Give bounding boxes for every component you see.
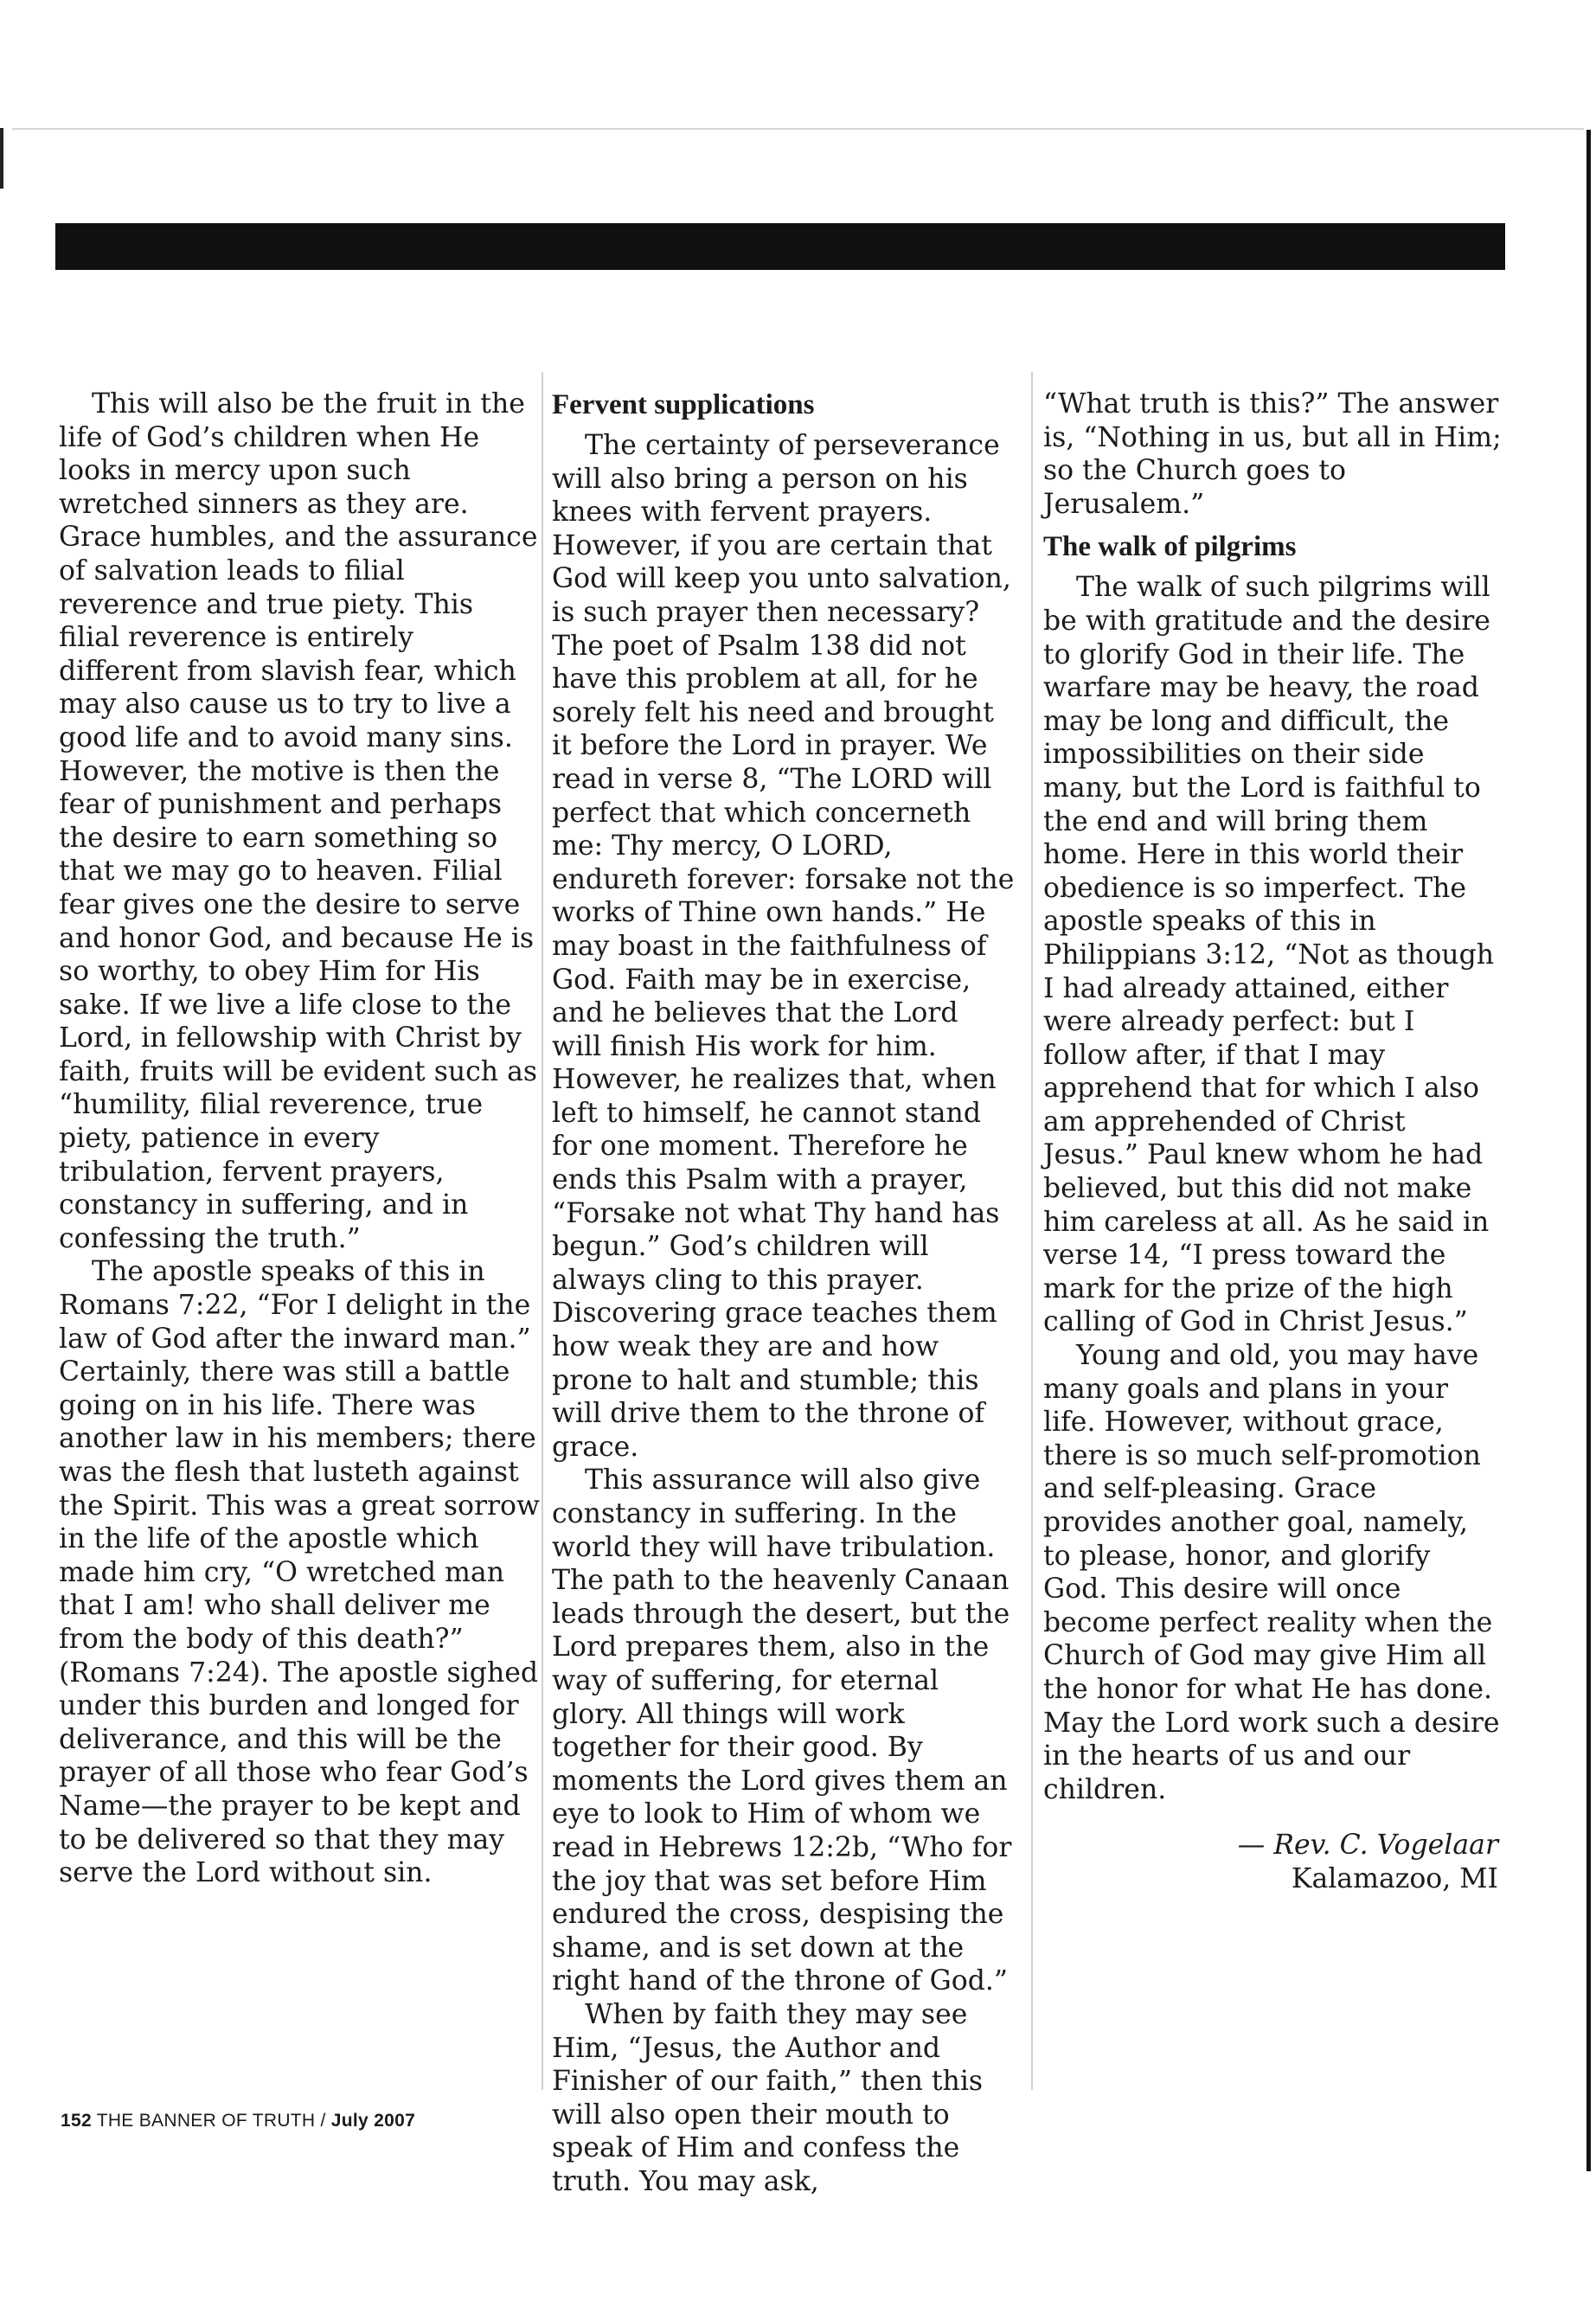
section-heading: The walk of pilgrims xyxy=(1043,531,1297,563)
scan-left-edge xyxy=(0,128,3,189)
body-paragraph: “What truth is this?” The answer is, “Nothing in us, but all in Him; so the Church goes to Jerusalem.” xyxy=(1043,388,1502,520)
body-paragraph: When by faith they may see Him, “Jesus, the Author and Finisher of our faith,” then this will also open their mouth to speak of Him and confess the truth. You may ask, xyxy=(552,1998,984,2197)
column-rule xyxy=(542,372,543,2090)
body-paragraph: The apostle speaks of this in Romans 7:22, “For I delight in the law of God after the inward man.” Certainly, there was still a battle going on in his life. There was another law in his members; there was the flesh that lusteth against the Spirit. This was a great sorrow in the life of the apostle which made him cry, “O wretched man that I am! who shall deliver me from the body of this death?” (Romans 7:24). The apostle sighed under this burden and longed for deliverance, and this will be the prayer of all those who fear God’s Name—the prayer to be kept and to be delivered so that they may serve the Lord without sin. xyxy=(59,1256,540,1889)
body-paragraph: This will also be the fruit in the life of God’s children when He looks in mercy upon such wretched sinners as they are. Grace humbles, and the assurance of salvation leads to filial reverence and true piety. This filial reverence is entirely different from slavish fear, which may also cause us to try to live a good life and to avoid many sins. However, the motive is then the fear of punishment and perhaps the desire to earn something so that we may go to heaven. Filial fear gives one the desire to serve and honor God, and because He is so worthy, to obey Him for His sake. If we live a life close to the Lord, in fellowship with Christ by faith, fruits will be evident such as “humility, filial reverence, true piety, patience in every tribulation, fervent prayers, constancy in suffering, and in confessing the truth.” xyxy=(59,388,538,1254)
author-name: — Rev. C. Vogelaar xyxy=(1237,1830,1498,1862)
page-footer xyxy=(61,2111,415,2131)
author-location: Kalamazoo, MI xyxy=(1291,1862,1498,1894)
body-paragraph: This assurance will also give constancy in suffering. In the world they will have tribulation. The path to the heavenly Canaan leads through the desert, but the Lord prepares them, also in the way of suffering, for eternal glory. All things will work together for their good. By moments the Lord gives them an eye to look to Him of whom we read in Hebrews 12:2b, “Who for the joy that was set before Him endured the cross, despising the shame, and is set down at the right hand of the throne of God.” xyxy=(552,1465,1012,1997)
column-2 xyxy=(552,388,1016,2198)
body-paragraph: The walk of such pilgrims will be with gratitude and the desire to glorify God in their life. The warfare may be heavy, the road may be long and difficult, the impossibilities on their side many, but the Lord is faithful to the end and will bring them home. Here in this world their obedience is so imperfect. The apostle speaks of this in Philippians 3:12, “Not as though I had already attained, either were already perfect: but I follow after, if that I may apprehend that for which I also am apprehended of Christ Jesus.” Paul knew whom he had believed, but this did not make him careless at all. As he said in verse 14, “I press toward the mark for the prize of the high calling of God in Christ Jesus.” xyxy=(1043,572,1495,1338)
issue-date: July 2007 xyxy=(330,2111,416,2131)
column-1 xyxy=(59,388,540,1890)
publication-name: THE BANNER OF TRUTH xyxy=(96,2111,316,2131)
column-3 xyxy=(1043,388,1502,1896)
section-heading: Fervent supplications xyxy=(552,389,815,420)
body-paragraph: The certainty of perseverance will also bring a person on his knees with fervent prayers. However, if you are certain that God will keep you unto salvation, is such prayer then necessary? The poet of Psalm 138 did not have this problem at all, for he sorely felt his need and brought it before the Lord in prayer. We read in verse 8, “The LORD will perfect that which concerneth me: Thy mercy, O LORD, endureth forever: forsake not the works of Thine own hands.” He may boast in the faithfulness of God. Faith may be in exercise, and he believes that the Lord will finish His work for him. However, he realizes that, when left to himself, he cannot stand for one moment. Therefore he ends this Psalm with a prayer, “Forsake not what Thy hand has begun.” God’s children will always cling to this prayer. Discovering grace teaches them how weak they are and how prone to halt and stumble; this will drive them to the throne of grace. xyxy=(552,430,1015,1463)
footer-separator: / xyxy=(320,2111,326,2131)
body-paragraph: Young and old, you may have many goals and plans in your life. However, without grace, there is so much self-promotion and self-pleasing. Grace provides another goal, namely, to please, honor, and glorify God. This desire will once become perfect reality when the Church of God may give Him all the honor for what He has done. May the Lord work such a desire in the hearts of us and our children. xyxy=(1043,1340,1500,1805)
scan-right-edge xyxy=(1586,130,1591,2171)
column-rule xyxy=(1031,372,1033,2090)
page-number: 152 xyxy=(61,2111,92,2131)
scan-top-line xyxy=(12,128,1584,130)
author-signature xyxy=(1043,1829,1502,1895)
header-band xyxy=(55,223,1505,270)
